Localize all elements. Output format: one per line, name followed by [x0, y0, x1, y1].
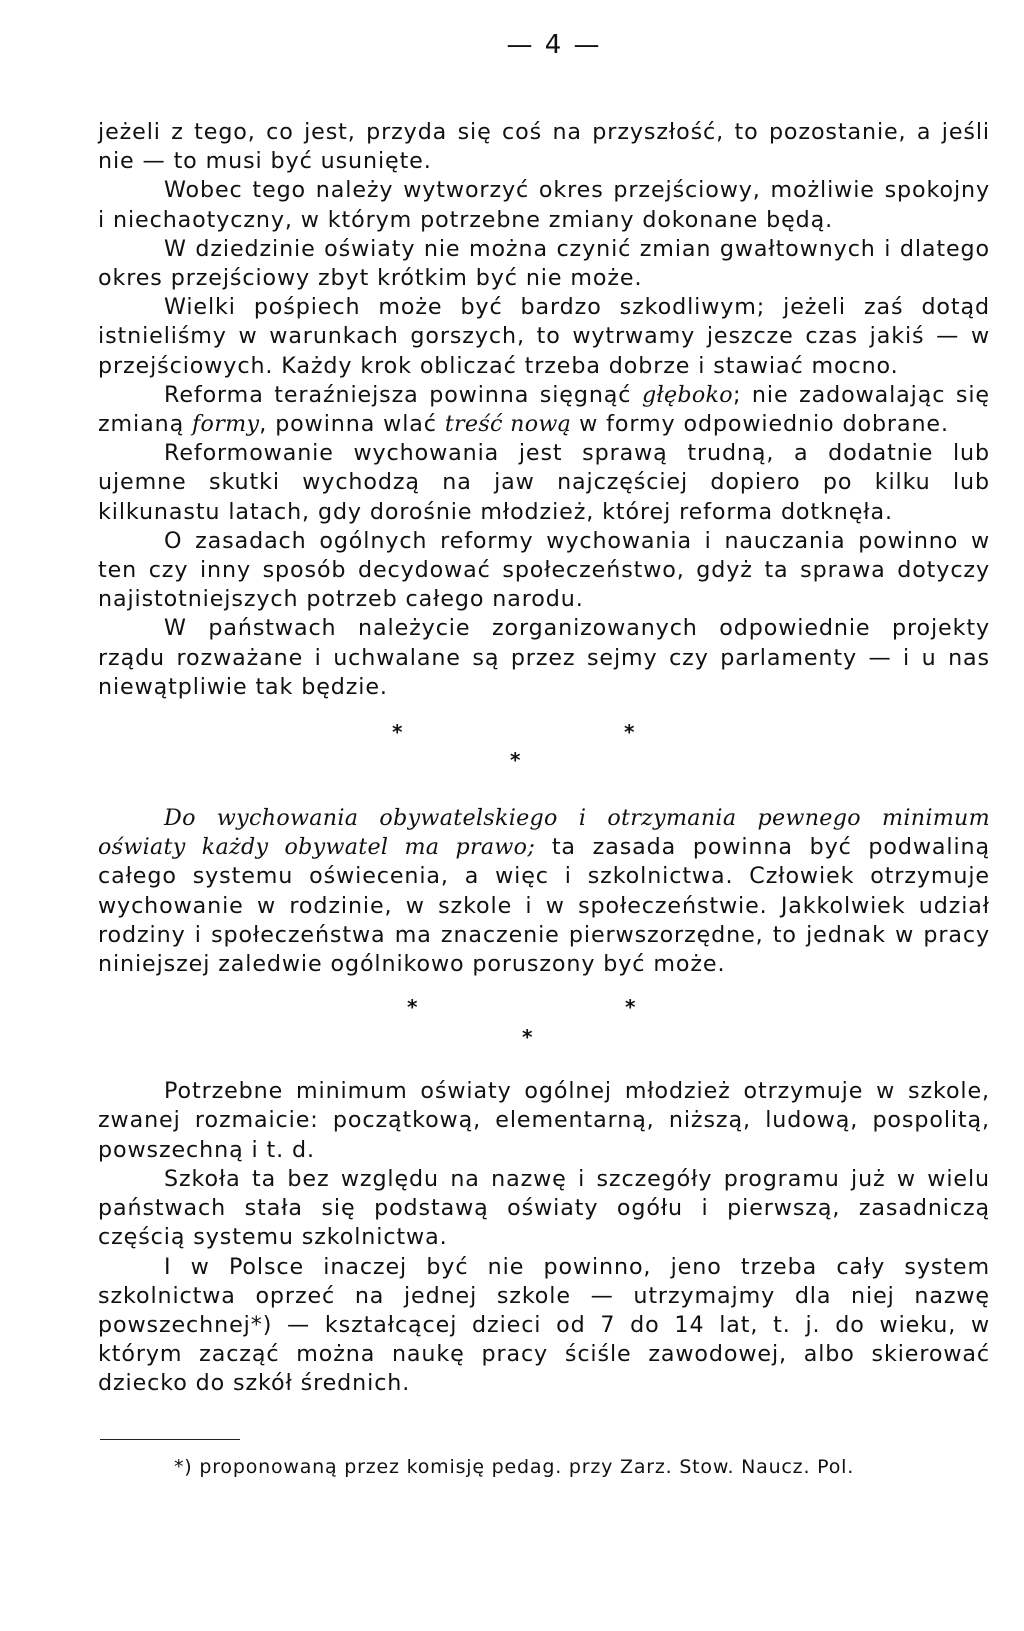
paragraph: O zasadach ogólnych reformy wychowania i nauczania powinno w ten czy inny sposób decydować społeczeństwo, gdyż ta sprawa dotyczy najistotniejszych potrzeb całego narodu. [98, 527, 990, 613]
paragraph: jeżeli z tego, co jest, przyda się coś na przyszłość, to pozostanie, a jeśli nie — to musi być usunięte. [98, 119, 990, 175]
document-page [98, 30, 990, 1478]
footnote-rule [100, 1439, 240, 1440]
asterisk: * [407, 995, 419, 1020]
paragraph: W dziedzinie oświaty nie można czynić zmian gwałtownych i dlatego okres przejściowy zbyt krótkim być nie może. [98, 235, 990, 292]
paragraph: I w Polsce inaczej być nie powinno, jeno trzeba cały system szkolnictwa oprzeć na jednej szkole — utrzymajmy dla niej nazwę powszechnej*) — kształcącej dzieci od 7 do 14 lat, t. j. do wieku, w którym zacząć można naukę pracy ściśle zawodowej, albo skierować dziecko do szkół średnich. [98, 1253, 990, 1397]
emphasis-text: głęboko [641, 381, 733, 408]
paragraph: W państwach należycie zorganizowanych odpowiednie projekty rządu rozważane i uchwalane są przez sejmy czy parlamenty — i u nas niewątpliwie tak będzie. [98, 615, 990, 700]
emphasis-text: Do wychowania obywatelskiego i otrzymania pewnego minimum oświaty każdy obywatel ma prawo; [98, 805, 990, 861]
text-run: ta zasada powinna być podwaliną całego systemu oświecenia, a więc i szkolnictwa. Człowiek otrzymuje wychowanie w rodzinie, w szkole i w społeczeństwie. Jakkolwiek udział rodziny i społeczeństwa ma znaczenie pierwszorzędne, to jednak w pracy niniejszej zaledwie ogólnikowo poruszony być może. [98, 834, 990, 978]
emphasis-text: treść nową [444, 411, 572, 438]
paragraph: Reformowanie wychowania jest sprawą trudną, a dodatnie lub ujemne skutki wychodzą na jaw najczęściej dopiero po kilku lub kilkunastu latach, gdy dorośnie młodzież, której reforma dotknęła. [98, 440, 990, 525]
asterisk: * [522, 1025, 534, 1050]
paragraph: Potrzebne minimum oświaty ogólnej młodzież otrzymuje w szkole, zwanej rozmaicie: początkową, elementarną, niższą, ludową, pospolitą, powszechną i t. d. [98, 1078, 990, 1163]
text-run: , powinna wlać [259, 411, 445, 438]
asterisk: * [624, 720, 636, 745]
section-separator [98, 718, 990, 794]
paragraph-reforma [98, 381, 990, 439]
asterisk: * [625, 995, 637, 1020]
emphasis-text: formy [192, 411, 260, 438]
footnote: *) proponowaną przez komisję pedag. przy Zarz. Stow. Naucz. Pol. [174, 1455, 855, 1478]
section-separator [98, 993, 990, 1069]
paragraph: Wobec tego należy wytworzyć okres przejściowy, możliwie spokojny i niechaotyczny, w którym potrzebne zmiany dokonane będą. [98, 177, 990, 233]
paragraph: Szkoła ta bez względu na nazwę i szczegóły programu już w wielu państwach stała się podstawą oświaty ogółu i pierwszą, zasadniczą częścią systemu szkolnictwa. [98, 1165, 990, 1251]
text-run: w formy odpowiednio dobrane. [571, 411, 949, 438]
asterisk: * [510, 748, 522, 773]
page-number: — 4 — [506, 30, 602, 60]
paragraph-minimum [98, 804, 990, 979]
paragraph: Wielki pośpiech może być bardzo szkodliwym; jeżeli zaś dotąd istnieliśmy w warunkach gorszych, to wytrwamy jeszcze czas jakiś — w przejściowych. Każdy krok obliczać trzeba dobrze i stawiać mocno. [98, 294, 990, 379]
asterisk: * [392, 720, 404, 745]
text-run: ; nie zadowalając się zmianą [98, 381, 990, 438]
body-text [98, 118, 990, 1399]
text-run: Reforma teraźniejsza powinna sięgnąć [164, 381, 642, 408]
